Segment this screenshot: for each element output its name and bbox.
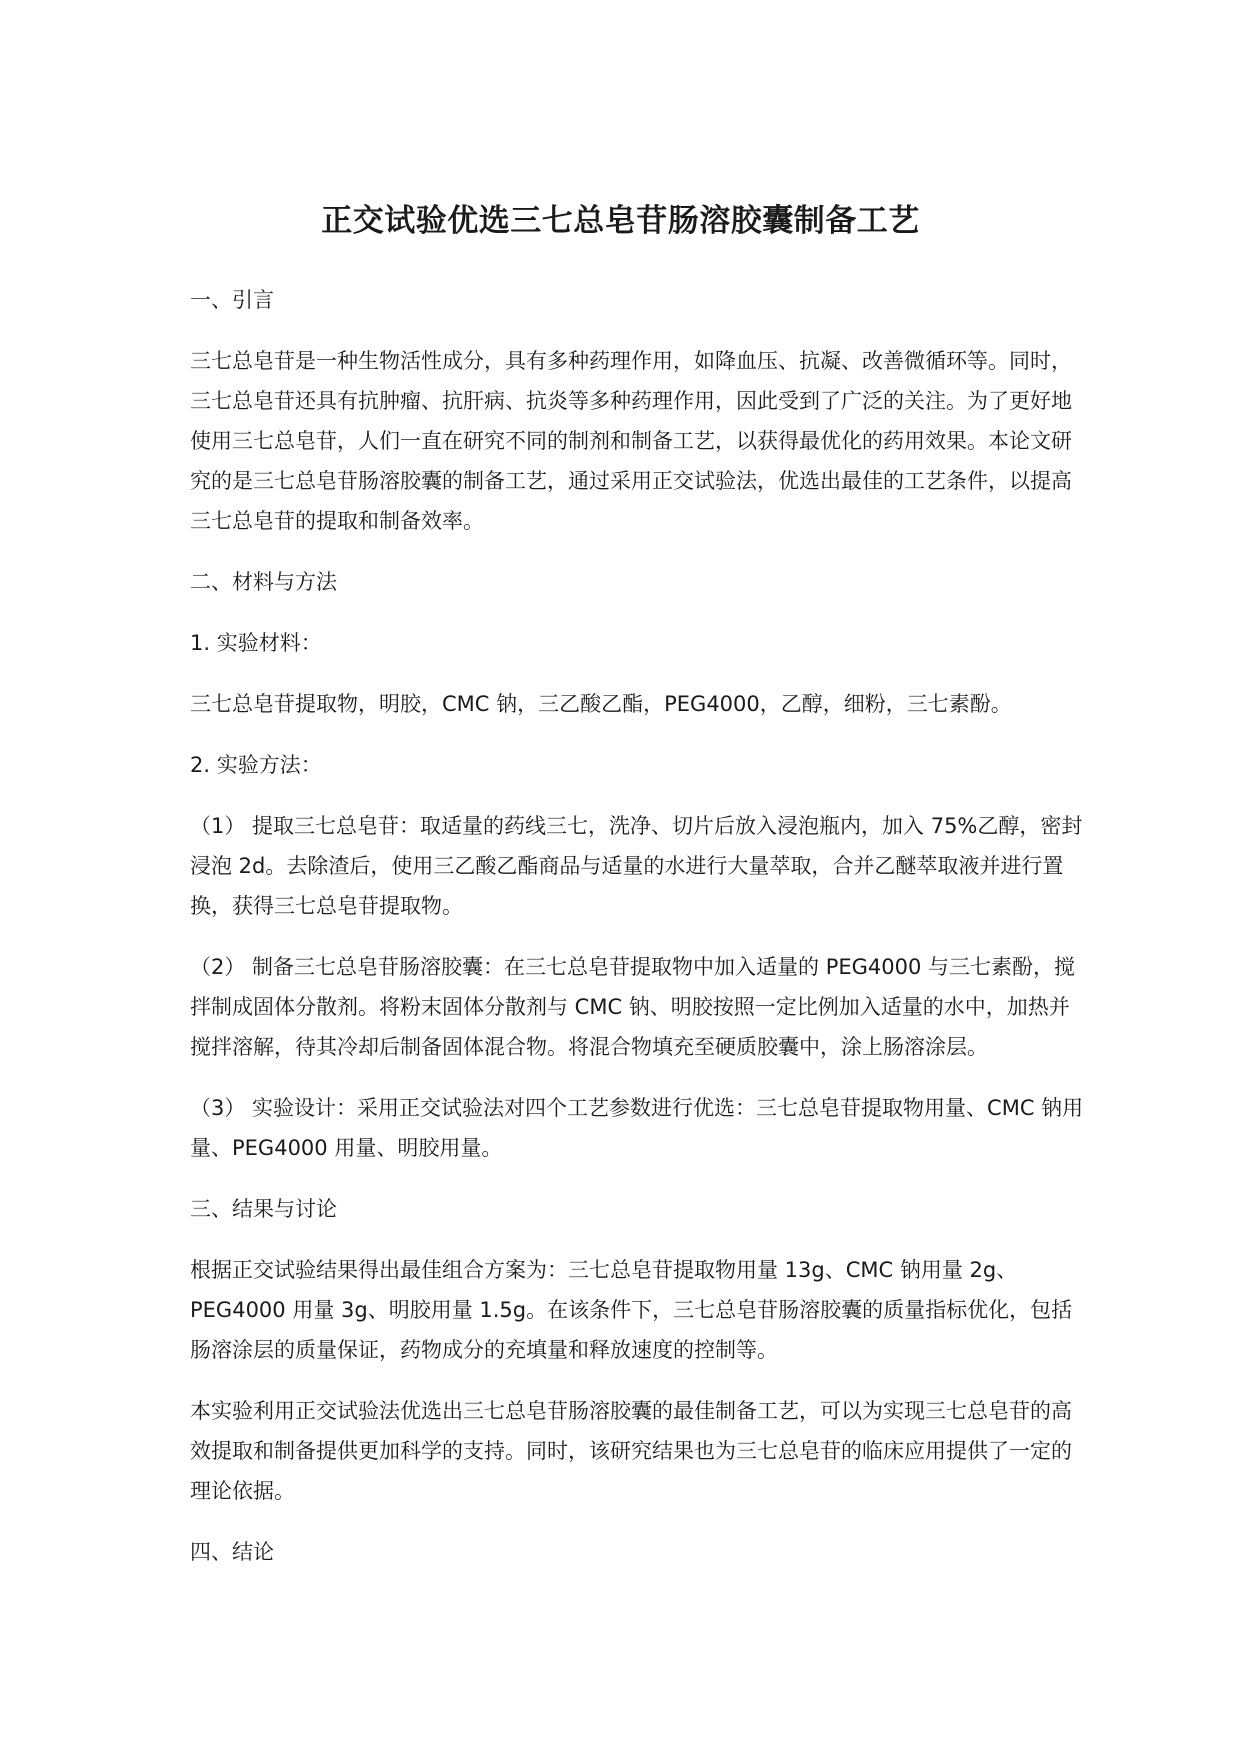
method-step-3: （3） 实验设计：采用正交试验法对四个工艺参数进行优选：三七总皂苷提取物用量、CMC 钠用量、PEG4000 用量、明胶用量。 bbox=[190, 1096, 1084, 1160]
section-heading-methods: 二、材料与方法 bbox=[190, 570, 337, 594]
section-heading-conclusion: 四、结论 bbox=[190, 1540, 274, 1564]
intro-paragraph: 三七总皂苷是一种生物活性成分，具有多种药理作用，如降血压、抗凝、改善微循环等。同时，三七总皂苷还具有抗肿瘤、抗肝病、抗炎等多种药理作用，因此受到了广泛的关注。为了更好地使用三七总皂苷，人们一直在研究不同的制剂和制备工艺，以获得最优化的药用效果。本论文研究的是三七总皂苷肠溶胶囊的制备工艺，通过采用正交试验法，优选出最佳的工艺条件，以提高三七总皂苷的提取和制备效率。 bbox=[190, 349, 1072, 533]
results-paragraph-1: 根据正交试验结果得出最佳组合方案为：三七总皂苷提取物用量 13g、CMC 钠用量 2g、PEG4000 用量 3g、明胶用量 1.5g。在该条件下，三七总皂苷肠溶胶囊的质量指标优化，包括肠溶涂层的质量保证，药物成分的充填量和释放速度的控制等。 bbox=[190, 1258, 1073, 1362]
section-heading-intro: 一、引言 bbox=[190, 288, 274, 312]
section-heading-results: 三、结果与讨论 bbox=[190, 1197, 337, 1221]
materials-label: 1. 实验材料： bbox=[190, 631, 322, 655]
document-body bbox=[190, 280, 1085, 1593]
method-step-2: （2） 制备三七总皂苷肠溶胶囊：在三七总皂苷提取物中加入适量的 PEG4000 与三七素酚，搅拌制成固体分散剂。将粉末固体分散剂与 CMC 钠、明胶按照一定比例加入适量的水中，加热并搅拌溶解，待其冷却后制备固体混合物。将混合物填充至硬质胶囊中，涂上肠溶涂层。 bbox=[190, 955, 1076, 1059]
results-paragraph-2: 本实验利用正交试验法优选出三七总皂苷肠溶胶囊的最佳制备工艺，可以为实现三七总皂苷的高效提取和制备提供更加科学的支持。同时，该研究结果也为三七总皂苷的临床应用提供了一定的理论依据。 bbox=[190, 1399, 1072, 1503]
materials-text: 三七总皂苷提取物，明胶，CMC 钠，三乙酸乙酯，PEG4000，乙醇，细粉，三七素酚。 bbox=[190, 692, 1012, 716]
method-step-1: （1） 提取三七总皂苷：取适量的药线三七，洗净、切片后放入浸泡瓶内，加入 75%乙醇，密封浸泡 2d。去除渣后，使用三乙酸乙酯商品与适量的水进行大量萃取，合并乙醚萃取液并进行置换，获得三七总皂苷提取物。 bbox=[190, 814, 1083, 918]
document-title: 正交试验优选三七总皂苷肠溶胶囊制备工艺 bbox=[321, 202, 920, 239]
method-label: 2. 实验方法： bbox=[190, 753, 322, 777]
